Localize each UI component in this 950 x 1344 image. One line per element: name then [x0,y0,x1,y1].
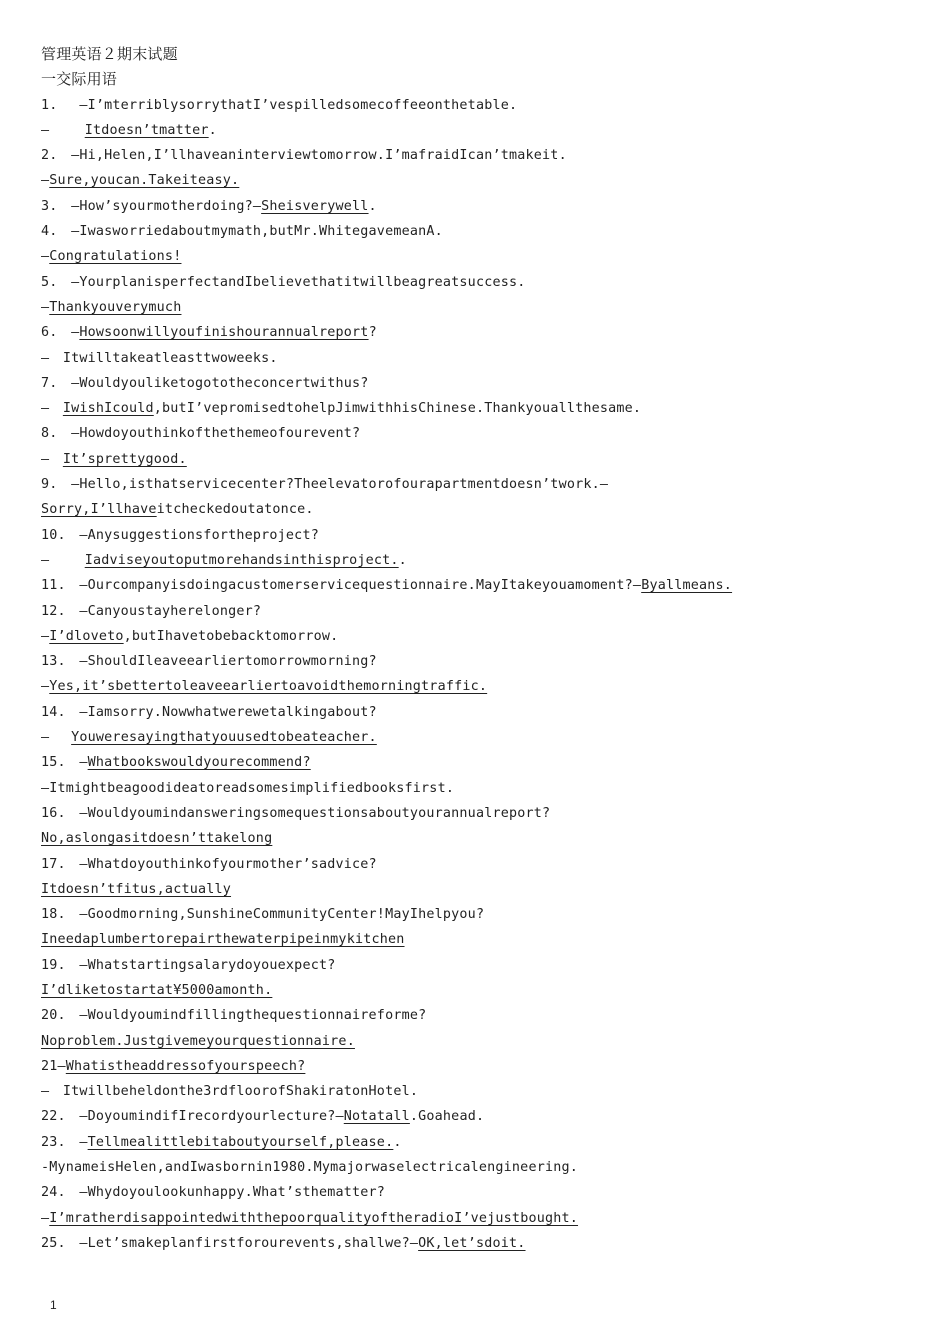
answer-text: I’dloveto [49,628,124,644]
dialogue-line [41,1206,921,1231]
answer-text: Itdoesn’tmatter [84,122,209,138]
answer-text: Noproblem.Justgivemeyourquestionnaire. [41,1033,355,1049]
line-text: 6. — [41,325,80,341]
answer-text: Congratulations! [49,249,182,265]
document-page [41,42,921,1256]
answer-text: No,aslongasitdoesn’ttakelong [41,831,273,847]
dialogue-line [41,1054,921,1079]
dialogue-line [41,725,921,750]
dialogue-line [41,573,921,598]
dialogue-line [41,472,921,497]
line-text: 15. — [41,755,88,771]
answer-text: Whatbookswouldyourecommend? [87,755,311,771]
line-text: 3. —How’syourmotherdoing?— [41,198,262,214]
line-text: 22. —DoyoumindifIrecordyourlecture?— [41,1109,344,1125]
dialogue-line [41,118,921,143]
line-text: — [41,249,50,265]
line-text: ? [368,325,377,341]
line-text: . [398,552,407,568]
dialogue-line [41,219,921,244]
dialogue-line [41,497,921,522]
dialogue-line [41,776,921,801]
line-text: —Itmightbeagoodideatoreadsomesimplifiedbooksfirst. [41,780,455,796]
dialogue-line [41,244,921,269]
dialogue-line [41,194,921,219]
line-text: 2. —Hi,Helen,I’llhaveaninterviewtomorrow.I’mafraidIcan’tmakeit. [41,148,567,164]
dialogue-line [41,295,921,320]
line-text: 16. —Wouldyoumindansweringsomequestionsaboutyourannualreport? [41,805,551,821]
answer-text: I’dliketostartat¥5000amonth. [41,982,273,998]
dialogue-line [41,978,921,1003]
answer-text: Youweresayingthatyouusedtobeateacher. [71,730,377,746]
answer-text: Howsoonwillyoufinishourannualreport [79,325,369,341]
dialogue-line [41,674,921,699]
line-text: 18. —Goodmorning,SunshineCommunityCenter!MayIhelpyou? [41,907,485,923]
line-text: 24. —Whydoyoulookunhappy.What’sthematter? [41,1185,386,1201]
dialogue-line [41,599,921,624]
line-text: 8. —Howdoyouthinkofthethemeofourevent? [41,426,361,442]
dialogue-line [41,1104,921,1129]
answer-text: Tellmealittlebitaboutyourself,please. [87,1134,394,1150]
answer-text: Whatistheaddressofyourspeech? [65,1058,306,1074]
answer-text: Sorry,I’llhave [41,502,157,518]
line-text: -MynameisHelen,andIwasbornin1980.Mymajorwaselectricalengineering. [41,1160,579,1176]
answer-text: Sheisverywell [261,198,369,214]
line-text: 12. —Canyoustayherelonger? [41,603,262,619]
dialogue-line [41,1029,921,1054]
line-text: — [41,299,50,315]
line-text: 19. —Whatstartingsalarydoyouexpect? [41,957,336,973]
line-text: 5. —YourplanisperfectandIbelievethatitwillbeagreatsuccess. [41,274,526,290]
dialogue-line [41,927,921,952]
line-text: 21— [41,1058,66,1074]
answer-text: Yes,it’sbettertoleaveearliertoavoidthemorningtraffic. [49,679,488,695]
dialogue-line [41,396,921,421]
answer-text: Sure,youcan.Takeiteasy. [49,173,240,189]
document-title: 管理英语２期末试题 [41,45,178,63]
dialogue-line [41,320,921,345]
dialogue-line [41,548,921,573]
dialogue-line [41,447,921,472]
dialogue-line [41,902,921,927]
line-text: — Itwilltakeatleasttwoweeks. [41,350,278,366]
line-text: — [41,401,63,417]
answer-text: Itdoesn’tfitus,actually [41,881,232,897]
line-text: 10. —Anysuggestionsfortheproject? [41,527,319,543]
dialogue-line [41,801,921,826]
dialogue-line [41,624,921,649]
answer-text: It’sprettygood. [62,451,187,467]
line-text: 4. —Iwasworriedaboutmymath,butMr.WhitegavemeanA. [41,224,443,240]
line-text: itcheckedoutatonce. [156,502,314,518]
line-text: — [41,730,72,746]
dialogue-line [41,168,921,193]
line-text: 1. —I’mterriblysorrythatI’vespilledsomecoffeeonthetable. [41,97,518,113]
answer-text: Byallmeans. [641,578,733,594]
answer-text: Thankyouverymuch [49,299,182,315]
dialogue-line [41,270,921,295]
line-text: ,butI’vepromisedtohelpJimwithhisChinese.Thankyouallthesame. [153,401,642,417]
answer-text: IwishIcould [62,401,154,417]
answer-text: Iadviseyoutoputmorehandsinthisproject. [84,552,399,568]
dialogue-line [41,1231,921,1256]
section-heading: 一交际用语 [41,70,118,89]
answer-text: I’mratherdisappointedwiththepoorqualityoftheradioI’vejustbought. [49,1210,579,1226]
line-text: — [41,552,85,568]
line-text: — Itwillbeheldonthe3rdfloorofShakiratonHotel. [41,1084,419,1100]
dialogue-line [41,877,921,902]
line-text: . [393,1134,402,1150]
dialogue-line [41,346,921,371]
line-text: — [41,1210,50,1226]
line-text: 13. —ShouldIleaveearliertomorrowmorning? [41,654,377,670]
line-text: — [41,628,50,644]
dialogue-line [41,649,921,674]
line-text: — [41,679,50,695]
dialogue-line [41,700,921,725]
line-text: 20. —Wouldyoumindfillingthequestionnaireforme? [41,1008,427,1024]
line-text: — [41,451,63,467]
answer-text: OK,let’sdoit. [418,1235,526,1251]
line-text: 23. — [41,1134,88,1150]
dialogue-line [41,421,921,446]
line-text: 9. —Hello,isthatservicecenter?Theelevatorofourapartmentdoesn’twork.— [41,477,609,493]
answer-text: Ineedaplumbertorepairthewaterpipeinmykitchen [41,932,405,948]
dialogue-line [41,852,921,877]
dialogue-line [41,1180,921,1205]
line-text: ,butIhavetobebacktomorrow. [123,628,339,644]
line-text: 11. —Ourcompanyisdoingacustomerservicequestionnaire.MayItakeyouamoment?— [41,578,642,594]
line-text: .Goahead. [409,1109,485,1125]
dialogue-list [41,93,921,1257]
dialogue-line [41,523,921,548]
dialogue-line [41,1003,921,1028]
line-text: 7. —Wouldyouliketogototheconcertwithus? [41,375,369,391]
dialogue-line [41,1130,921,1155]
dialogue-line [41,1079,921,1104]
dialogue-line [41,371,921,396]
answer-text: Notatall [343,1109,410,1125]
dialogue-line [41,1155,921,1180]
page-number: 1 [50,1298,57,1312]
line-text: — [41,122,85,138]
dialogue-line [41,750,921,775]
dialogue-line [41,953,921,978]
line-text: 17. —Whatdoyouthinkofyourmother’sadvice? [41,856,377,872]
dialogue-line [41,826,921,851]
dialogue-line [41,143,921,168]
line-text: 14. —Iamsorry.Nowwhatwerewetalkingabout? [41,704,377,720]
line-text: 25. —Let’smakeplanfirstforourevents,shallwe?— [41,1235,419,1251]
dialogue-line [41,93,921,118]
line-text: — [41,173,50,189]
line-text: . [368,198,377,214]
line-text: . [208,122,217,138]
